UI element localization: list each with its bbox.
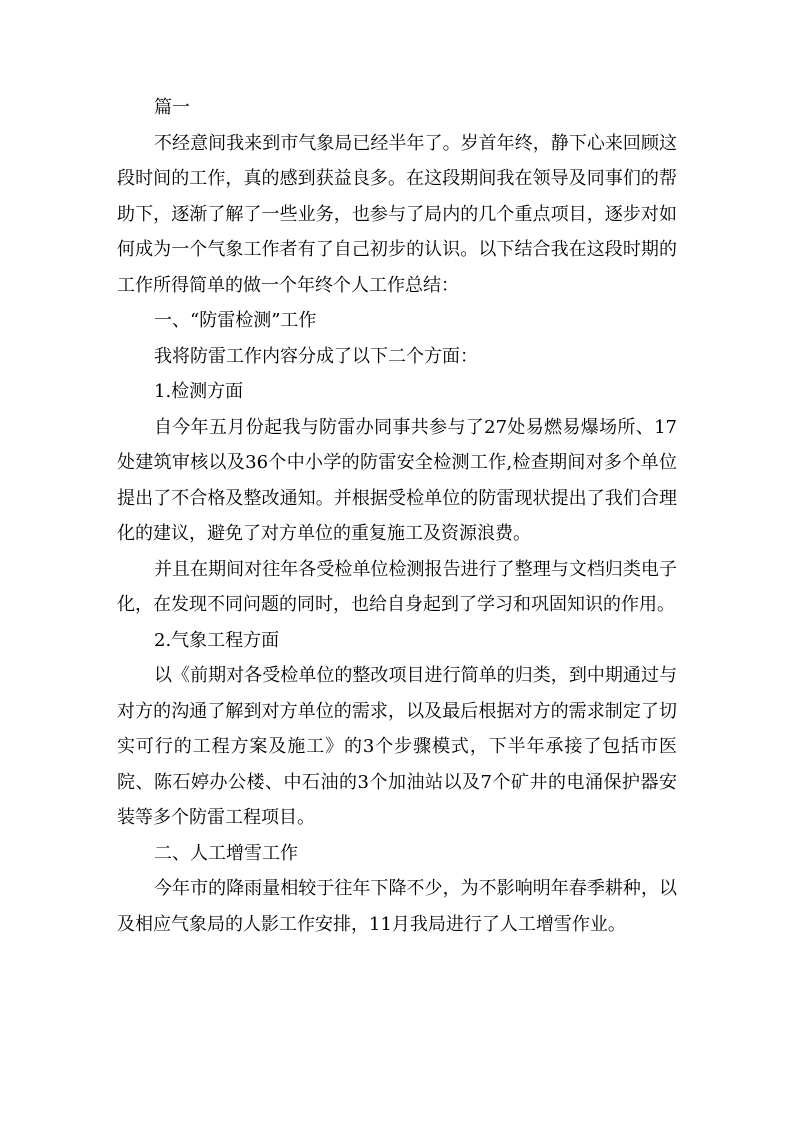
- subheading-detection: 1.检测方面: [154, 381, 244, 402]
- document-body: [117, 90, 677, 942]
- report-archiving-paragraph: 并且在期间对往年各受检单位检测报告进行了整理与文档归类电子化，在发现不同问题的同时，也给自身起到了学习和巩固知识的作用。: [117, 558, 677, 615]
- section-heading-part-one: 篇一: [154, 97, 190, 118]
- heading-artificial-snow: 二、人工增雪工作: [154, 842, 298, 864]
- heading-lightning-detection: 一、“防雷检测”工作: [154, 310, 317, 331]
- intro-paragraph: 不经意间我来到市气象局已经半年了。岁首年终，静下心来回顾这段时间的工作，真的感到获益良多。在这段期间我在领导及同事们的帮助下，逐渐了解了一些业务，也参与了局内的几个重点项目，逐步对如何成为一个气象工作者有了自己初步的认识。以下结合我在这段时期的工作所得简单的做一个年终个人工作总结：: [117, 132, 677, 296]
- snow-paragraph: 今年市的降雨量相较于往年下降不少，为不影响明年春季耕种，以及相应气象局的人影工作安排，11月我局进行了人工增雪作业。: [117, 878, 677, 935]
- subheading-meteorological-engineering: 2.气象工程方面: [154, 629, 280, 651]
- lightning-work-overview: 我将防雷工作内容分成了以下二个方面：: [154, 345, 478, 367]
- detection-paragraph: 自今年五月份起我与防雷办同事共参与了27处易燃易爆场所、17处建筑审核以及36个中小学的防雷安全检测工作,检查期间对多个单位提出了不合格及整改通知。并根据受检单位的防雷现状提出了我们合理化的建议，避免了对方单位的重复施工及资源浪费。: [117, 416, 677, 544]
- engineering-paragraph: 以《前期对各受检单位的整改项目进行简单的归类，到中期通过与对方的沟通了解到对方单位的需求，以及最后根据对方的需求制定了切实可行的工程方案及施工》的3个步骤模式，下半年承接了包括市医院、陈石婷办公楼、中石油的3个加油站以及7个矿井的电涌保护器安装等多个防雷工程项目。: [117, 665, 677, 828]
